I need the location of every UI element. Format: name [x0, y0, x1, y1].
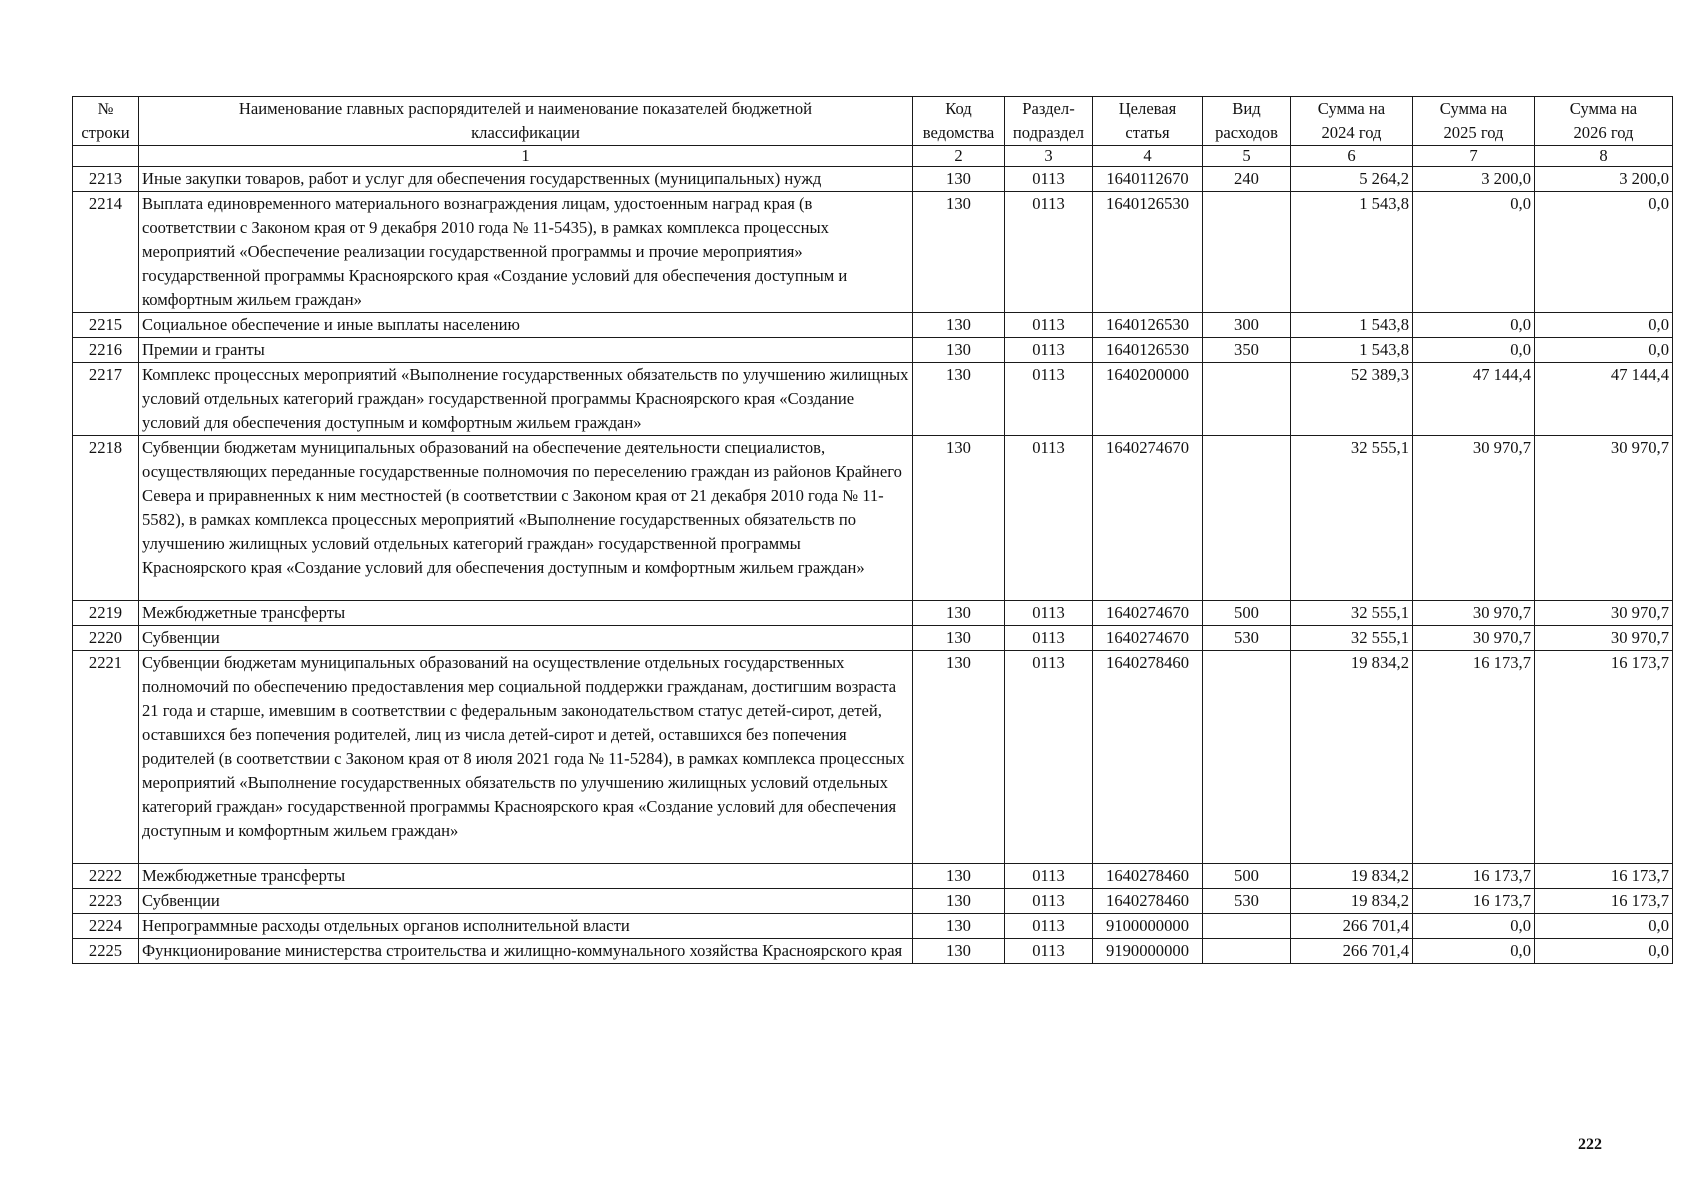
expense-type: 500: [1203, 601, 1291, 626]
amount-2024: 1 543,8: [1291, 338, 1413, 363]
amount-2026: 0,0: [1535, 914, 1673, 939]
row-name: Премии и гранты: [139, 338, 913, 363]
row-number: 2215: [73, 313, 139, 338]
dept-code: 130: [913, 167, 1005, 192]
header-code: Код ведомства: [913, 97, 1005, 146]
amount-2026: 0,0: [1535, 313, 1673, 338]
dept-code: 130: [913, 601, 1005, 626]
amount-2025: 3 200,0: [1413, 167, 1535, 192]
table-body: [73, 167, 1673, 964]
amount-2025: 0,0: [1413, 338, 1535, 363]
amount-2025: 0,0: [1413, 192, 1535, 313]
section-code: 0113: [1005, 651, 1093, 864]
target-article: 1640200000: [1093, 363, 1203, 436]
row-number: 2216: [73, 338, 139, 363]
table-row: [73, 363, 1673, 436]
expense-type: 500: [1203, 864, 1291, 889]
expense-type: 530: [1203, 626, 1291, 651]
table-row: [73, 192, 1673, 313]
amount-2024: 52 389,3: [1291, 363, 1413, 436]
table-header-row: [73, 97, 1673, 146]
dept-code: 130: [913, 313, 1005, 338]
amount-2026: 30 970,7: [1535, 436, 1673, 601]
amount-2026: 30 970,7: [1535, 626, 1673, 651]
amount-2026: 0,0: [1535, 338, 1673, 363]
dept-code: 130: [913, 626, 1005, 651]
table-row: [73, 313, 1673, 338]
section-code: 0113: [1005, 338, 1093, 363]
dept-code: 130: [913, 363, 1005, 436]
section-code: 0113: [1005, 363, 1093, 436]
section-code: 0113: [1005, 313, 1093, 338]
amount-2025: 0,0: [1413, 313, 1535, 338]
target-article: 1640278460: [1093, 864, 1203, 889]
budget-table: [72, 96, 1673, 964]
section-code: 0113: [1005, 601, 1093, 626]
table-row: [73, 626, 1673, 651]
target-article: 1640278460: [1093, 651, 1203, 864]
column-number: [73, 146, 139, 167]
expense-type: [1203, 192, 1291, 313]
row-name: Субвенции бюджетам муниципальных образований на обеспечение деятельности специалистов, осуществляющих переданные государственные полномочия по переселению граждан из районов Крайнего Севера и приравненных к ним местностей (в соответствии с Законом края от 21 декабря 2010 года № 11-5582), в рамках комплекса процессных мероприятий «Выполнение государственных обязательств по улучшению жилищных условий отдельных категорий граждан» государственной программы Красноярского края «Создание условий для обеспечения доступным и комфортным жильем граждан»: [139, 436, 913, 601]
target-article: 1640278460: [1093, 889, 1203, 914]
expense-type: [1203, 436, 1291, 601]
row-number: 2224: [73, 914, 139, 939]
amount-2025: 0,0: [1413, 914, 1535, 939]
amount-2026: 16 173,7: [1535, 651, 1673, 864]
table-row: [73, 436, 1673, 601]
amount-2024: 32 555,1: [1291, 626, 1413, 651]
row-number: 2225: [73, 939, 139, 964]
row-number: 2220: [73, 626, 139, 651]
row-name: Субвенции: [139, 626, 913, 651]
expense-type: 530: [1203, 889, 1291, 914]
row-name: Субвенции бюджетам муниципальных образований на осуществление отдельных государственных полномочий по обеспечению предоставления мер социальной поддержки гражданам, достигшим возраста 21 года и старше, имевшим в соответствии с федеральным законодательством статус детей-сирот, детей, оставшихся без попечения родителей, лиц из числа детей-сирот и детей, оставшихся без попечения родителей (в соответствии с Законом края от 8 июля 2021 года № 11-5284), в рамках комплекса процессных мероприятий «Выполнение государственных обязательств по улучшению жилищных условий отдельных категорий граждан» государственной программы Красноярского края «Создание условий для обеспечения доступным и комфортным жильем граждан»: [139, 651, 913, 864]
column-number: 5: [1203, 146, 1291, 167]
header-s1: Сумма на 2024 год: [1291, 97, 1413, 146]
amount-2025: 0,0: [1413, 939, 1535, 964]
dept-code: 130: [913, 889, 1005, 914]
table-row: [73, 167, 1673, 192]
target-article: 1640274670: [1093, 601, 1203, 626]
amount-2026: 16 173,7: [1535, 889, 1673, 914]
row-number: 2221: [73, 651, 139, 864]
amount-2026: 47 144,4: [1535, 363, 1673, 436]
table-row: [73, 601, 1673, 626]
target-article: 1640126530: [1093, 313, 1203, 338]
header-vid: Вид расходов: [1203, 97, 1291, 146]
row-number: 2217: [73, 363, 139, 436]
amount-2026: 16 173,7: [1535, 864, 1673, 889]
target-article: 1640126530: [1093, 192, 1203, 313]
row-number: 2218: [73, 436, 139, 601]
amount-2025: 16 173,7: [1413, 864, 1535, 889]
expense-type: 350: [1203, 338, 1291, 363]
column-number: 7: [1413, 146, 1535, 167]
page-number: 222: [1578, 1136, 1602, 1153]
dept-code: 130: [913, 939, 1005, 964]
row-name: Комплекс процессных мероприятий «Выполнение государственных обязательств по улучшению жилищных условий отдельных категорий граждан» государственной программы Красноярского края «Создание условий для обеспечения доступным и комфортным жильем граждан»: [139, 363, 913, 436]
section-code: 0113: [1005, 436, 1093, 601]
row-number: 2214: [73, 192, 139, 313]
column-number: 4: [1093, 146, 1203, 167]
dept-code: 130: [913, 192, 1005, 313]
amount-2025: 16 173,7: [1413, 889, 1535, 914]
amount-2025: 16 173,7: [1413, 651, 1535, 864]
amount-2025: 30 970,7: [1413, 601, 1535, 626]
section-code: 0113: [1005, 626, 1093, 651]
column-number: 8: [1535, 146, 1673, 167]
target-article: 1640274670: [1093, 436, 1203, 601]
amount-2024: 1 543,8: [1291, 313, 1413, 338]
amount-2026: 0,0: [1535, 192, 1673, 313]
amount-2024: 266 701,4: [1291, 914, 1413, 939]
header-s2: Сумма на 2025 год: [1413, 97, 1535, 146]
amount-2024: 266 701,4: [1291, 939, 1413, 964]
table-row: [73, 338, 1673, 363]
table-row: [73, 889, 1673, 914]
amount-2025: 30 970,7: [1413, 436, 1535, 601]
amount-2024: 19 834,2: [1291, 889, 1413, 914]
amount-2024: 5 264,2: [1291, 167, 1413, 192]
table-row: [73, 651, 1673, 864]
row-number: 2219: [73, 601, 139, 626]
row-name: Межбюджетные трансферты: [139, 601, 913, 626]
dept-code: 130: [913, 436, 1005, 601]
row-number: 2222: [73, 864, 139, 889]
target-article: 1640112670: [1093, 167, 1203, 192]
table-row: [73, 864, 1673, 889]
row-name: Социальное обеспечение и иные выплаты населению: [139, 313, 913, 338]
expense-type: [1203, 651, 1291, 864]
amount-2026: 0,0: [1535, 939, 1673, 964]
row-number: 2223: [73, 889, 139, 914]
amount-2024: 32 555,1: [1291, 601, 1413, 626]
row-name: Иные закупки товаров, работ и услуг для обеспечения государственных (муниципальных) нужд: [139, 167, 913, 192]
table-row: [73, 939, 1673, 964]
amount-2024: 1 543,8: [1291, 192, 1413, 313]
column-number: 1: [139, 146, 913, 167]
expense-type: [1203, 914, 1291, 939]
dept-code: 130: [913, 914, 1005, 939]
section-code: 0113: [1005, 167, 1093, 192]
header-name: Наименование главных распорядителей и наименование показателей бюджетной классификации: [139, 97, 913, 146]
section-code: 0113: [1005, 864, 1093, 889]
amount-2024: 32 555,1: [1291, 436, 1413, 601]
column-number: 3: [1005, 146, 1093, 167]
target-article: 9190000000: [1093, 939, 1203, 964]
header-s3: Сумма на 2026 год: [1535, 97, 1673, 146]
dept-code: 130: [913, 864, 1005, 889]
dept-code: 130: [913, 651, 1005, 864]
dept-code: 130: [913, 338, 1005, 363]
expense-type: 300: [1203, 313, 1291, 338]
table-row: [73, 914, 1673, 939]
row-name: Выплата единовременного материального вознаграждения лицам, удостоенным наград края (в соответствии с Законом края от 9 декабря 2010 года № 11-5435), в рамках комплекса процессных мероприятий «Обеспечение реализации государственной программы и прочие мероприятия» государственной программы Красноярского края «Создание условий для обеспечения доступным и комфортным жильем граждан»: [139, 192, 913, 313]
column-number: 2: [913, 146, 1005, 167]
column-number: 6: [1291, 146, 1413, 167]
section-code: 0113: [1005, 192, 1093, 313]
amount-2026: 3 200,0: [1535, 167, 1673, 192]
section-code: 0113: [1005, 939, 1093, 964]
target-article: 1640126530: [1093, 338, 1203, 363]
row-name: Межбюджетные трансферты: [139, 864, 913, 889]
section-code: 0113: [1005, 914, 1093, 939]
target-article: 1640274670: [1093, 626, 1203, 651]
row-name: Функционирование министерства строительства и жилищно-коммунального хозяйства Красноярского края: [139, 939, 913, 964]
amount-2026: 30 970,7: [1535, 601, 1673, 626]
section-code: 0113: [1005, 889, 1093, 914]
row-name: Непрограммные расходы отдельных органов исполнительной власти: [139, 914, 913, 939]
row-number: 2213: [73, 167, 139, 192]
expense-type: 240: [1203, 167, 1291, 192]
header-no: № строки: [73, 97, 139, 146]
header-razd: Раздел- подраздел: [1005, 97, 1093, 146]
amount-2024: 19 834,2: [1291, 651, 1413, 864]
amount-2024: 19 834,2: [1291, 864, 1413, 889]
column-number-row: [73, 146, 1673, 167]
row-name: Субвенции: [139, 889, 913, 914]
amount-2025: 47 144,4: [1413, 363, 1535, 436]
target-article: 9100000000: [1093, 914, 1203, 939]
expense-type: [1203, 363, 1291, 436]
amount-2025: 30 970,7: [1413, 626, 1535, 651]
expense-type: [1203, 939, 1291, 964]
header-tsel: Целевая статья: [1093, 97, 1203, 146]
